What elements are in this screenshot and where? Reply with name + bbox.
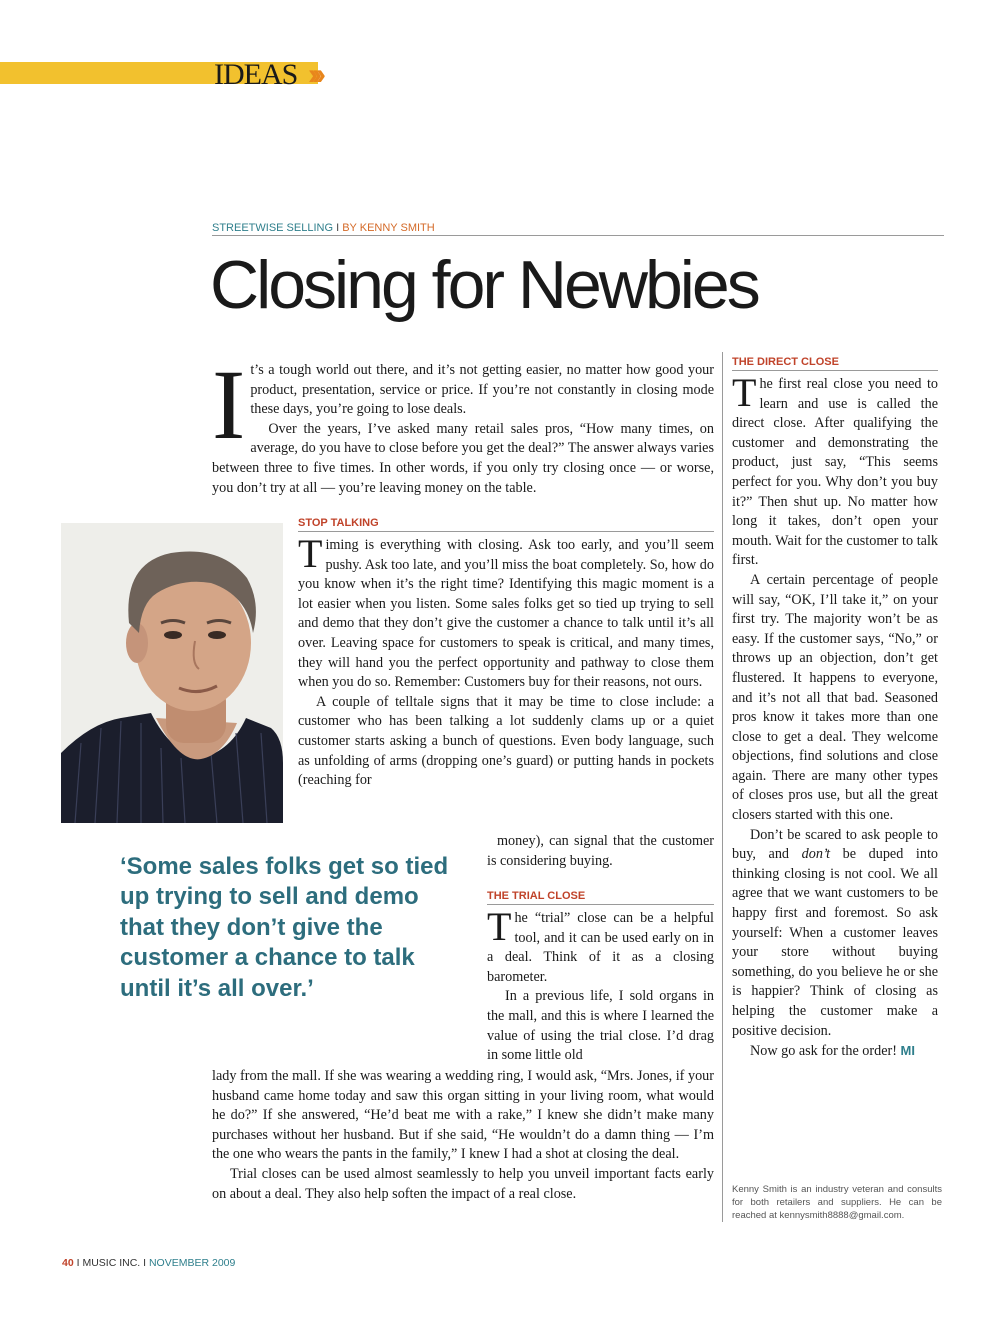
- column-divider: [722, 352, 723, 1222]
- trial-close-continued: [212, 1067, 714, 1204]
- stop-talking-section: [298, 517, 714, 791]
- section-arrows-icon: ›››: [308, 58, 320, 91]
- kicker: [212, 221, 944, 236]
- direct-close-dropcap: T: [732, 370, 757, 415]
- trial-close-paragraph-2-continued: lady from the mall. If she was wearing a wedding ring, I would ask, “Mrs. Jones, if your husband came home today and saw this organ sitting in your living room, what would he do?” If she answered, “He’d beat me with a rake,” I knew she didn’t make many purchases without her husband. But if she said, “He wouldn’t do a damn thing — I’m the one who wears the pants in the family,” I knew I had a shot at closing the deal.: [212, 1068, 714, 1163]
- page-number: 40: [62, 1257, 74, 1269]
- intro-paragraph-1: t’s a tough world out there, and it’s not getting easier, no matter how good your product, presentation, service or price. If you’re not constantly in closing mode these days, you’re going to lose deals.: [250, 362, 714, 418]
- stop-talking-paragraph-2-tail: money), can signal that the customer is considering buying.: [487, 833, 714, 869]
- page-footer: [62, 1256, 235, 1270]
- direct-close-paragraph-1: he first real close you need to learn and use is called the direct close. After qualifying the customer and demonstrating the product, just say, “This seems perfect for you. Why don’t you buy it?” Then shut up. No matter how long it takes, don’t open your mouth. Wait for the customer to talk first.: [732, 376, 938, 569]
- issue-date: NOVEMBER 2009: [148, 1257, 236, 1269]
- section-label: IDEAS: [214, 58, 298, 91]
- direct-close-p3-end: be duped into thinking closing is not cool. We all agree that we want customers to be happy first and foremost. So ask yourself: When a customer leaves your store without buying something, do you believe he or she is happier? Think of closing as helping the customer make a positive decision.: [732, 846, 939, 1039]
- publication-name: MUSIC INC.: [82, 1257, 141, 1269]
- author-bio: Kenny Smith is an industry veteran and consults for both retailers and suppliers. He can be reached at kennysmith8888@gmail.com.: [732, 1184, 942, 1221]
- headline: Closing for Newbies: [210, 247, 758, 323]
- footer-sep-2: I: [140, 1257, 149, 1269]
- direct-close-paragraph-4: [732, 1041, 938, 1062]
- direct-close-paragraph-3: [732, 826, 938, 1042]
- direct-close-section: [732, 356, 938, 1062]
- intro-dropcap: I: [212, 349, 246, 460]
- column-name: STREETWISE SELLING: [212, 222, 334, 234]
- author-photo: [61, 523, 283, 823]
- stop-talking-dropcap: T: [298, 531, 323, 576]
- intro-block: [212, 349, 714, 498]
- portrait-image: [61, 523, 283, 823]
- byline: BY KENNY SMITH: [342, 222, 435, 234]
- trial-close-paragraph-3: Trial closes can be used almost seamlessly to help you unveil important facts early on about a deal. They also help soften the impact of a real close.: [212, 1165, 714, 1202]
- trial-close-section: [487, 890, 714, 1066]
- closing-line: Now go ask for the order!: [750, 1043, 897, 1060]
- direct-close-p3-start: Don’t be scared to ask people to buy, and: [732, 826, 938, 863]
- trial-close-dropcap: T: [487, 904, 512, 949]
- trial-close-heading: THE TRIAL CLOSE: [487, 890, 714, 905]
- trial-close-paragraph-2: In a previous life, I sold organs in the mall, and this is where I learned the value of using the trial close. I’d drag in some little old: [487, 988, 714, 1064]
- pull-quote: ‘Some sales folks get so tied up trying to sell and demo that they don’t give the customer a chance to talk until it’s all over.’: [120, 853, 449, 1002]
- intro-paragraph-2: Over the years, I’ve asked many retail sales pros, “How many times, on average, do you have to close before you get the deal?” The answer always varies between three to five times. In other words, if you only try closing once — or worse, you don’t try at all — you’re leaving money on the table.: [212, 420, 714, 496]
- stop-talking-tail-block: [487, 832, 714, 871]
- direct-close-paragraph-2: A certain percentage of people will say, “OK, I’ll take it,” on your first try. The majority won’t be as easy. If the customer says, “No,” or throws up an objection, don’t get flustered. It happens to everyone, and it’s not all that bad. Seasoned pros know it takes more than one close to get a deal. They welcome objections, find solutions and close again. There are many other types of closes pros use, but all the great closers started with this one.: [732, 571, 938, 824]
- direct-close-p3-emphasis: don’t: [801, 846, 831, 863]
- trial-close-paragraph-1: he “trial” close can be a helpful tool, and it can be used early on in a deal. Think of it as a closing barometer.: [487, 910, 714, 985]
- footer-sep-1: I: [73, 1257, 83, 1269]
- kicker-separator: I: [333, 222, 343, 234]
- stop-talking-paragraph-1: iming is everything with closing. Ask too early, and you’ll seem pushy. Ask too late, and you’ll miss the boat completely. So, how do you know when it’s the right time? Identifying this magic moment is a lot easier when you listen. Some sales folks get so tied up trying to sell and demo that they don’t give the customer a chance to talk until it’s all over. Leaving space for customers to speak is critical, and many times, they will hand you the perfect opportunity and pathway to close them when you do so. Remember: Customers buy for their reasons, not ours.: [298, 537, 714, 691]
- end-mark: MI: [900, 1043, 915, 1059]
- stop-talking-heading: STOP TALKING: [298, 517, 714, 532]
- direct-close-heading: THE DIRECT CLOSE: [732, 356, 938, 371]
- stop-talking-paragraph-2: A couple of telltale signs that it may be time to close include: a customer who has been talking a lot suddenly clams up or a quiet customer starts asking a bunch of questions. Even body language, such as unfolding of arms (dropping one’s guard) or putting hands in pockets (reaching for: [298, 693, 714, 789]
